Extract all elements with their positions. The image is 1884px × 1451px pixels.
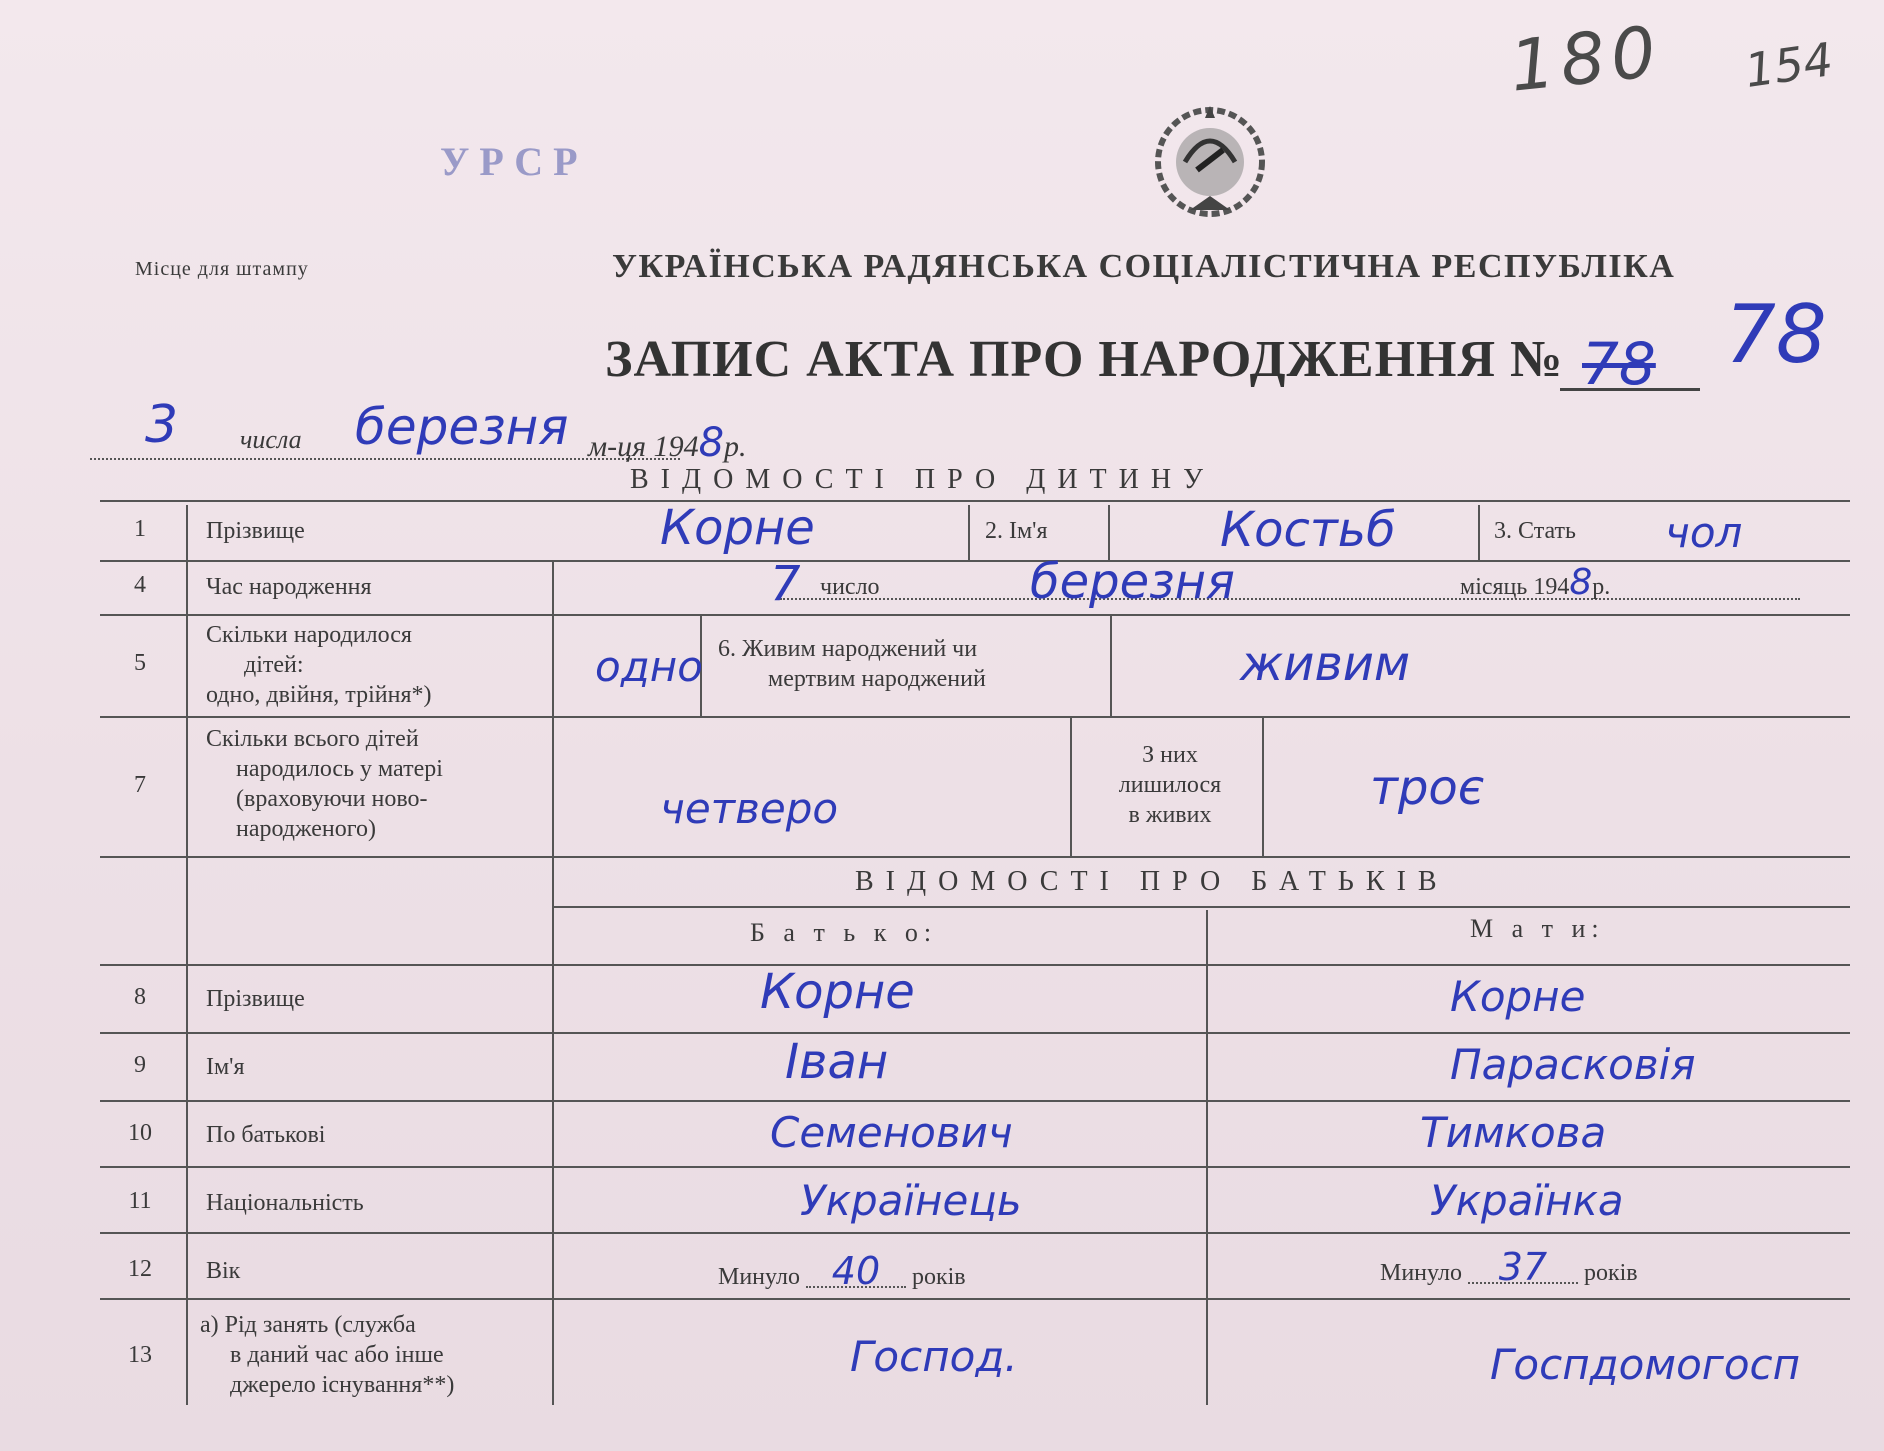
total-children-label-3: (враховуючи ново-	[236, 786, 428, 812]
birth-time-label: Час народження	[206, 574, 372, 600]
survived-label-2: лишилося	[1118, 772, 1222, 798]
parent-name-label: Ім'я	[206, 1054, 245, 1080]
nationality-label: Національність	[206, 1190, 364, 1216]
birth-month: березня	[1030, 554, 1235, 610]
father-nationality: Українець	[800, 1176, 1022, 1225]
row-number: 13	[128, 1342, 152, 1368]
children-count-label-3: одно, двійня, трійня*)	[206, 682, 432, 708]
alive-value: живим	[1240, 636, 1411, 692]
total-children-value: четверо	[660, 784, 839, 833]
patronymic-label: По батькові	[206, 1122, 326, 1148]
birth-year-digit: 8	[1569, 562, 1593, 603]
name-label: 2. Ім'я	[985, 518, 1048, 544]
record-day-label: числа	[240, 425, 302, 454]
child-surname: Корне	[660, 500, 815, 556]
alive-label	[718, 634, 986, 694]
birth-year-prefix: місяць 194	[1460, 574, 1570, 600]
republic-heading: УКРАЇНСЬКА РАДЯНСЬКА СОЦІАЛІСТИЧНА РЕСПУБЛІКА	[612, 248, 1676, 285]
mother-age-prefix: Минуло	[1380, 1260, 1462, 1286]
state-emblem-icon	[1145, 100, 1275, 230]
parent-surname-label: Прізвище	[206, 986, 305, 1012]
record-year-suffix: р.	[724, 430, 747, 463]
record-number: 78	[1725, 288, 1827, 381]
total-children-label-2: народилось у матері	[236, 756, 443, 782]
children-count-value: одно	[595, 642, 703, 691]
father-column-label: Б а т ь к о:	[750, 918, 938, 947]
archive-number-2: 154	[1741, 32, 1837, 98]
row-number: 5	[134, 650, 146, 676]
mother-column-label: М а т и:	[1470, 914, 1605, 943]
alive-label-1: 6. Живим народжений чи	[718, 636, 978, 662]
stamp-place-label: Місце для штампу	[135, 258, 309, 280]
total-children-label-1: Скільки всього дітей	[206, 726, 419, 752]
row-number: 9	[134, 1052, 146, 1078]
birth-year-label	[1460, 562, 1611, 603]
parents-section-title: ВІДОМОСТІ ПРО БАТЬКІВ	[855, 866, 1449, 897]
mother-occupation: Госпдомогосп	[1490, 1340, 1801, 1389]
mother-name: Парасковія	[1450, 1040, 1696, 1089]
total-children-label-4: народженого)	[236, 816, 377, 842]
father-occupation: Господ.	[850, 1332, 1018, 1381]
father-patronymic: Семенович	[770, 1108, 1013, 1157]
father-age-suffix: років	[911, 1264, 966, 1290]
mother-age-value: 37	[1468, 1252, 1578, 1284]
child-section-title: ВІДОМОСТІ ПРО ДИТИНУ	[630, 464, 1215, 495]
survived-label	[1100, 740, 1240, 830]
age-label: Вік	[206, 1258, 241, 1284]
row-number: 4	[134, 572, 146, 598]
row-number: 8	[134, 984, 146, 1010]
father-name: Іван	[785, 1034, 889, 1090]
birth-day-label: число	[820, 574, 880, 600]
record-month: березня	[355, 398, 569, 456]
child-name: Костьб	[1220, 502, 1396, 558]
row-number: 7	[134, 772, 146, 798]
row-number: 1	[134, 516, 146, 542]
birth-year-suffix: р.	[1592, 574, 1611, 600]
row-number: 11	[128, 1188, 152, 1214]
mother-surname: Корне	[1450, 972, 1586, 1021]
child-sex: чол	[1665, 508, 1743, 557]
record-year-prefix: м-ця 194	[588, 430, 699, 463]
record-day: 3	[145, 395, 179, 455]
mother-age-suffix: років	[1583, 1260, 1638, 1286]
total-children-label	[206, 724, 443, 844]
record-year-digit: 8	[698, 420, 725, 466]
occupation-label	[200, 1310, 454, 1400]
stamp-text: УРСР	[440, 139, 588, 184]
record-year-label	[588, 420, 747, 466]
children-count-label	[206, 620, 431, 710]
archive-number: 180	[1506, 10, 1666, 108]
sex-label: 3. Стать	[1494, 518, 1576, 544]
children-count-label-2: дітей:	[244, 652, 304, 678]
mother-patronymic: Тимкова	[1420, 1108, 1607, 1157]
father-age	[718, 1249, 966, 1293]
row-number: 12	[128, 1256, 152, 1282]
occupation-label-1: а) Рід занять (служба	[200, 1312, 416, 1338]
alive-label-2: мертвим народжений	[768, 666, 986, 692]
children-count-label-1: Скільки народилося	[206, 622, 412, 648]
father-surname: Корне	[760, 964, 915, 1020]
survived-value: троє	[1370, 760, 1485, 816]
occupation-label-2: в даний час або інше	[230, 1342, 444, 1368]
surname-label: Прізвище	[206, 518, 305, 544]
record-number-struck: 78	[1582, 330, 1656, 398]
survived-label-3: в живих	[1128, 802, 1212, 828]
mother-nationality: Українка	[1430, 1176, 1624, 1225]
survived-label-1: З них	[1142, 742, 1198, 768]
document-title: ЗАПИС АКТА ПРО НАРОДЖЕННЯ №	[605, 331, 1564, 388]
row-number: 10	[128, 1120, 152, 1146]
mother-age	[1380, 1245, 1638, 1289]
occupation-label-3: джерело існування**)	[230, 1372, 455, 1398]
father-age-value: 40	[806, 1256, 906, 1288]
birth-day: 7	[770, 556, 801, 612]
father-age-prefix: Минуло	[718, 1264, 800, 1290]
